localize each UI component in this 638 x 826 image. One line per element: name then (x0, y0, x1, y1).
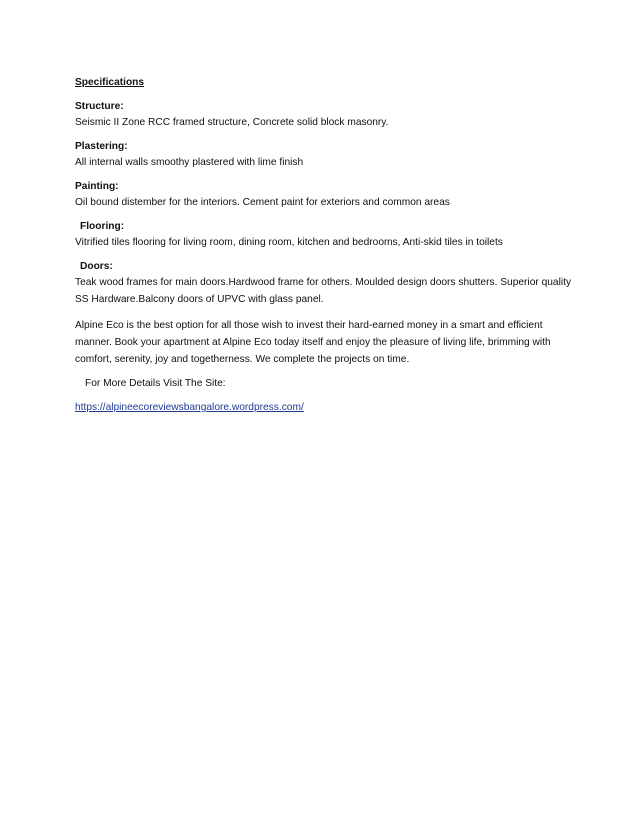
section-heading-painting: Painting: (75, 181, 119, 192)
closing-paragraph: Alpine Eco is the best option for all those wish to invest their hard-earned money in a smart and efficient manner. Book your apartment at Alpine Eco today itself and enjoy the pleasure of living life, brimming with comfort, serenity, joy and togetherness. We complete the projects on time. (75, 320, 551, 365)
section-text-painting: Oil bound distember for the interiors. Cement paint for exteriors and common areas (75, 197, 450, 208)
section-flooring (75, 220, 575, 251)
website-link[interactable]: https://alpineecoreviewsbangalore.wordpress.com/ (75, 402, 304, 413)
section-text-plastering: All internal walls smoothy plastered with lime finish (75, 157, 304, 168)
section-heading-structure: Structure: (75, 101, 124, 112)
section-text-structure: Seismic II Zone RCC framed structure, Concrete solid block masonry. (75, 117, 389, 128)
section-plastering (75, 140, 575, 171)
visit-site-text: For More Details Visit The Site: (85, 378, 226, 389)
section-heading-doors: Doors: (80, 261, 113, 272)
section-heading-plastering: Plastering: (75, 141, 128, 152)
document-content (75, 76, 575, 416)
section-doors (75, 260, 575, 308)
document-title: Specifications (75, 77, 145, 88)
section-painting (75, 180, 575, 211)
section-heading-flooring: Flooring: (80, 221, 125, 232)
section-text-doors: Teak wood frames for main doors.Hardwood frame for others. Moulded design doors shutters. Superior quality SS Hardware.Balcony doors of UPVC with glass panel. (75, 277, 572, 305)
section-structure (75, 100, 575, 131)
section-text-flooring: Vitrified tiles flooring for living room, dining room, kitchen and bedrooms, Anti-skid tiles in toilets (75, 237, 503, 248)
